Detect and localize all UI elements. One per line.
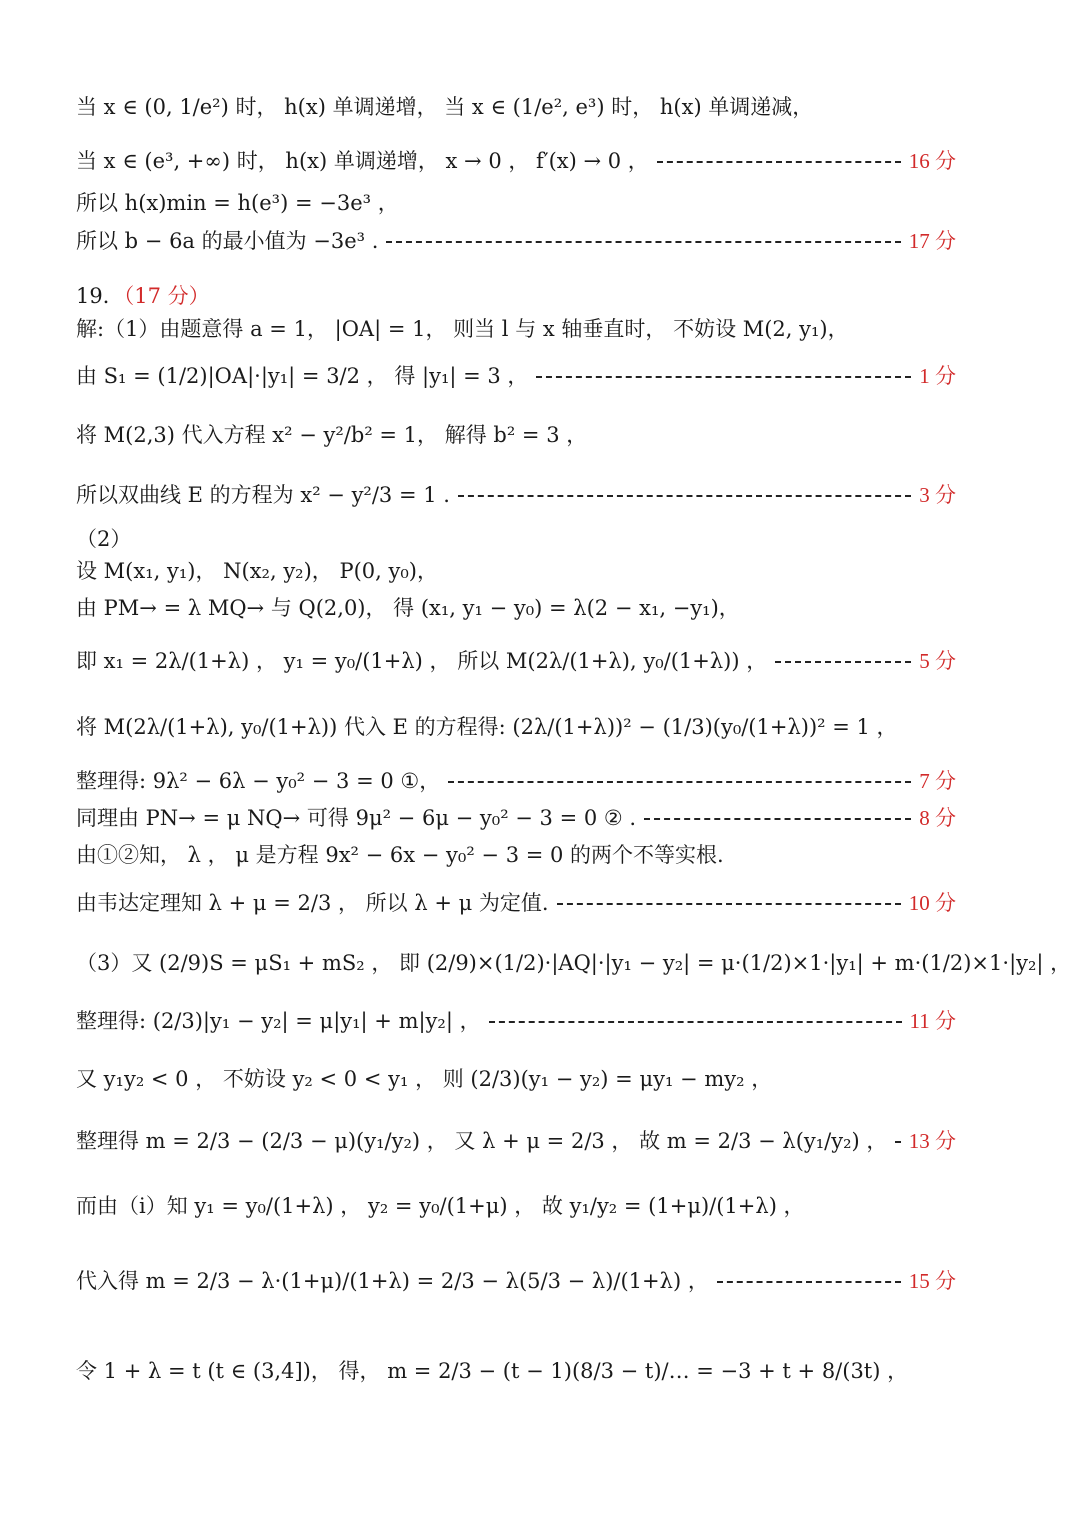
line-text: 所以 b − 6a 的最小值为 −3e³ . — [76, 229, 379, 253]
line-text: 整理得: (2/3)|y₁ − y₂| = μ|y₁| + m|y₂| ， — [76, 1009, 481, 1033]
solution-line — [76, 308, 956, 348]
question-points: （17 分） — [123, 284, 210, 308]
line-text: 所以双曲线 E 的方程为 x² − y²/3 = 1 . — [76, 483, 450, 507]
solution-line — [76, 706, 956, 746]
line-text: 令 1 + λ = t (t ∈ (3,4])， 得， m = 2/3 − (t − 1)(8/3 − t)/… = −3 + t + 8/(3t) ， — [76, 1359, 909, 1383]
score-mark: 1 分 — [919, 364, 956, 388]
solution-line — [76, 220, 956, 260]
dashed-leader — [657, 161, 901, 163]
question-header — [76, 280, 210, 310]
dashed-leader — [536, 376, 911, 378]
solution-line — [76, 942, 1072, 982]
dashed-leader — [644, 818, 911, 820]
score-mark: 15 分 — [908, 1269, 956, 1293]
solution-line — [76, 182, 956, 222]
score-mark: 7 分 — [919, 769, 956, 793]
solution-line — [76, 1120, 956, 1160]
dashed-leader — [717, 1281, 901, 1283]
line-text: 当 x ∈ (e³, +∞) 时， h(x) 单调递增， x → 0 ， f′(x) → 0 ， — [76, 149, 649, 173]
line-text: （3）又 (2/9)S = μS₁ + mS₂ ， 即 (2/9)×(1/2)·|AQ|·|y₁ − y₂| = μ·(1/2)×1·|y₁| + m·(1/2)×1·|y₂| ， — [76, 951, 1072, 975]
solution-line — [76, 797, 956, 837]
solution-line — [76, 882, 956, 922]
score-mark: 8 分 — [919, 806, 956, 830]
line-text: （2） — [76, 527, 132, 551]
solution-line — [76, 355, 956, 395]
dashed-leader — [458, 495, 911, 497]
line-text: 由 PM→ = λ MQ→ 与 Q(2,0)， 得 (x₁, y₁ − y₀) = λ(2 − x₁, −y₁)， — [76, 596, 740, 620]
dashed-leader — [775, 661, 911, 663]
score-mark: 17 分 — [908, 229, 956, 253]
score-mark: 3 分 — [919, 483, 956, 507]
score-mark: 10 分 — [908, 891, 956, 915]
line-text: 将 M(2,3) 代入方程 x² − y²/b² = 1， 解得 b² = 3 ， — [76, 423, 588, 447]
dashed-leader — [895, 1141, 900, 1143]
score-mark: 5 分 — [919, 649, 956, 673]
solution-line — [76, 550, 956, 590]
line-text: 由 S₁ = (1/2)|OA|·|y₁| = 3/2 ， 得 |y₁| = 3 ， — [76, 364, 529, 388]
solution-line — [76, 1350, 956, 1390]
line-text: 整理得: 9λ² − 6λ − y₀² − 3 = 0 ①， — [76, 769, 441, 793]
solution-line — [76, 1185, 956, 1225]
solution-line — [76, 1058, 956, 1098]
dashed-leader — [489, 1021, 902, 1023]
dashed-leader — [386, 241, 900, 243]
solution-line — [76, 1260, 956, 1300]
solution-line — [76, 640, 956, 680]
score-mark: 16 分 — [908, 149, 956, 173]
dashed-leader — [557, 903, 901, 905]
line-text: 将 M(2λ/(1+λ), y₀/(1+λ)) 代入 E 的方程得: (2λ/(1+λ))² − (1/3)(y₀/(1+λ))² = 1 ， — [76, 715, 898, 739]
solution-line — [76, 474, 956, 514]
line-text: 解:（1）由题意得 a = 1， |OA| = 1， 则当 l 与 x 轴垂直时， 不妨设 M(2, y₁)， — [76, 317, 849, 341]
solution-line — [76, 414, 956, 454]
line-text: 整理得 m = 2/3 − (2/3 − μ)(y₁/y₂) ， 又 λ + μ = 2/3 ， 故 m = 2/3 − λ(y₁/y₂) ， — [76, 1129, 888, 1153]
line-text: 代入得 m = 2/3 − λ·(1+μ)/(1+λ) = 2/3 − λ(5/3 − λ)/(1+λ) ， — [76, 1269, 709, 1293]
solution-line — [76, 834, 956, 874]
line-text: 而由（i）知 y₁ = y₀/(1+λ) ， y₂ = y₀/(1+μ) ， 故 y₁/y₂ = (1+μ)/(1+λ) ， — [76, 1194, 805, 1218]
line-text: 同理由 PN→ = μ NQ→ 可得 9μ² − 6μ − y₀² − 3 = 0 ② . — [76, 806, 637, 830]
line-text: 由韦达定理知 λ + μ = 2/3 ， 所以 λ + μ 为定值. — [76, 891, 549, 915]
solution-line — [76, 587, 956, 627]
solution-line — [76, 1000, 956, 1040]
line-text: 由①②知， λ ， μ 是方程 9x² − 6x − y₀² − 3 = 0 的两个不等实根. — [76, 843, 724, 867]
line-text: 当 x ∈ (0, 1/e²) 时， h(x) 单调递增， 当 x ∈ (1/e², e³) 时， h(x) 单调递减， — [76, 95, 814, 119]
solution-line — [76, 140, 956, 180]
score-mark: 11 分 — [909, 1009, 956, 1033]
line-text: 所以 h(x)min = h(e³) = −3e³ ， — [76, 191, 399, 215]
score-mark: 13 分 — [908, 1129, 956, 1153]
dashed-leader — [448, 781, 911, 783]
line-text: 设 M(x₁, y₁)， N(x₂, y₂)， P(0, y₀)， — [76, 559, 438, 583]
question-number: 19． — [76, 284, 124, 308]
line-text: 又 y₁y₂ < 0 ， 不妨设 y₂ < 0 < y₁ ， 则 (2/3)(y₁ − y₂) = μy₁ − my₂ ， — [76, 1067, 773, 1091]
line-text: 即 x₁ = 2λ/(1+λ) ， y₁ = y₀/(1+λ) ， 所以 M(2λ/(1+λ), y₀/(1+λ)) ， — [76, 649, 768, 673]
solution-line — [76, 760, 956, 800]
solution-line — [76, 86, 956, 126]
